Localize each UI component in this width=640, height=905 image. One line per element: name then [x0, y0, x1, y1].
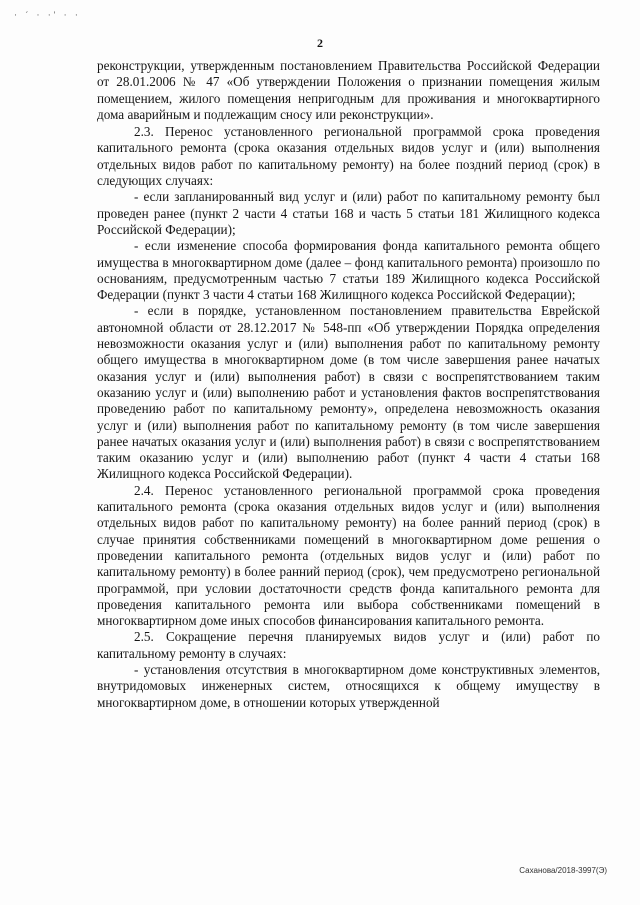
list-item-2-3-3: - если в порядке, установленном постановлением правительства Еврейской автономной области от 28.12.2017 № 548-пп «Об утверждении Порядка определения невозможности оказания услуг и (или) выполнения работ по капитальному ремонту общего имущества в многоквартирном доме (в том числе завершения ранее начатых оказания услуг и (или) выполнения работ) в связи с воспрепятствованием таким оказанию услуг и (или) выполнению работ и установления фактов воспрепятствования проведению работ по капитальному ремонту», определена невозможность оказания услуг и (или) выполнения работ по капитальному ремонту (в том числе завершения ранее начатых оказания услуг и (или) выполнения работ) в связи с воспрепятствованием таким оказанию услуг и (или) выполнению работ (пункт 4 части 4 статьи 168 Жилищного кодекса Российской Федерации). [97, 303, 600, 482]
page-number: 2 [317, 36, 323, 50]
list-item-2-5-1: - установления отсутствия в многоквартирном доме конструктивных элементов, внутридомовых инженерных систем, относящихся к общему имуществу в многоквартирном доме, в отношении которых утвержденной [97, 661, 600, 710]
document-body [97, 58, 600, 711]
footer-document-code: Саханова/2018-3997(Э) [519, 866, 607, 875]
list-item-2-3-1: - если запланированный вид услуг и (или) работ по капитальному ремонту был проведен ранее (пункт 2 части 4 статьи 168 и часть 5 статьи 181 Жилищного кодекса Российской Федерации); [97, 189, 600, 237]
list-item-2-3-2: - если изменение способа формирования фонда капитального ремонта общего имущества в многоквартирном доме (далее – фонд капитального ремонта) произошло по основаниям, предусмотренным частью 7 статьи 189 Жилищного кодекса Российской Федерации (пункт 3 части 4 статьи 168 Жилищного кодекса Российской Федерации); [97, 238, 600, 303]
scan-artifact-marks: · ´ · ·' · · [14, 10, 81, 20]
paragraph-continuation: реконструкции, утвержденным постановлением Правительства Российской Федерации от 28.01.2006 № 47 «Об утверждении Положения о признании помещения жилым помещением, жилого помещения непригодным для проживания и многоквартирного дома аварийным и подлежащим сносу или реконструкции». [97, 58, 600, 122]
paragraph-2-3: 2.3. Перенос установленного региональной программой срока проведения капитального ремонта (срока оказания отдельных видов услуг и (или) выполнения отдельных видов работ по капитальному ремонту) на более поздний период (срок) в следующих случаях: [97, 124, 600, 189]
paragraph-2-4: 2.4. Перенос установленного региональной программой срока проведения капитального ремонта (срока оказания отдельных видов услуг и (или) выполнения отдельных видов работ по капитальному ремонту) на более ранний период (срок) в случае принятия собственниками помещений в многоквартирном доме решения о проведении капитального ремонта (отдельных видов услуг и (или) работ по капитальному ремонту) в более ранний период (срок), чем предусмотрено региональной программой, при условии достаточности средств фонда капитального ремонта для проведения капитального ремонта или выбора собственниками помещений в многоквартирном доме иных способов финансирования капитального ремонта. [97, 482, 600, 629]
paragraph-2-5: 2.5. Сокращение перечня планируемых видов услуг и (или) работ по капитальному ремонту в случаях: [97, 629, 600, 661]
